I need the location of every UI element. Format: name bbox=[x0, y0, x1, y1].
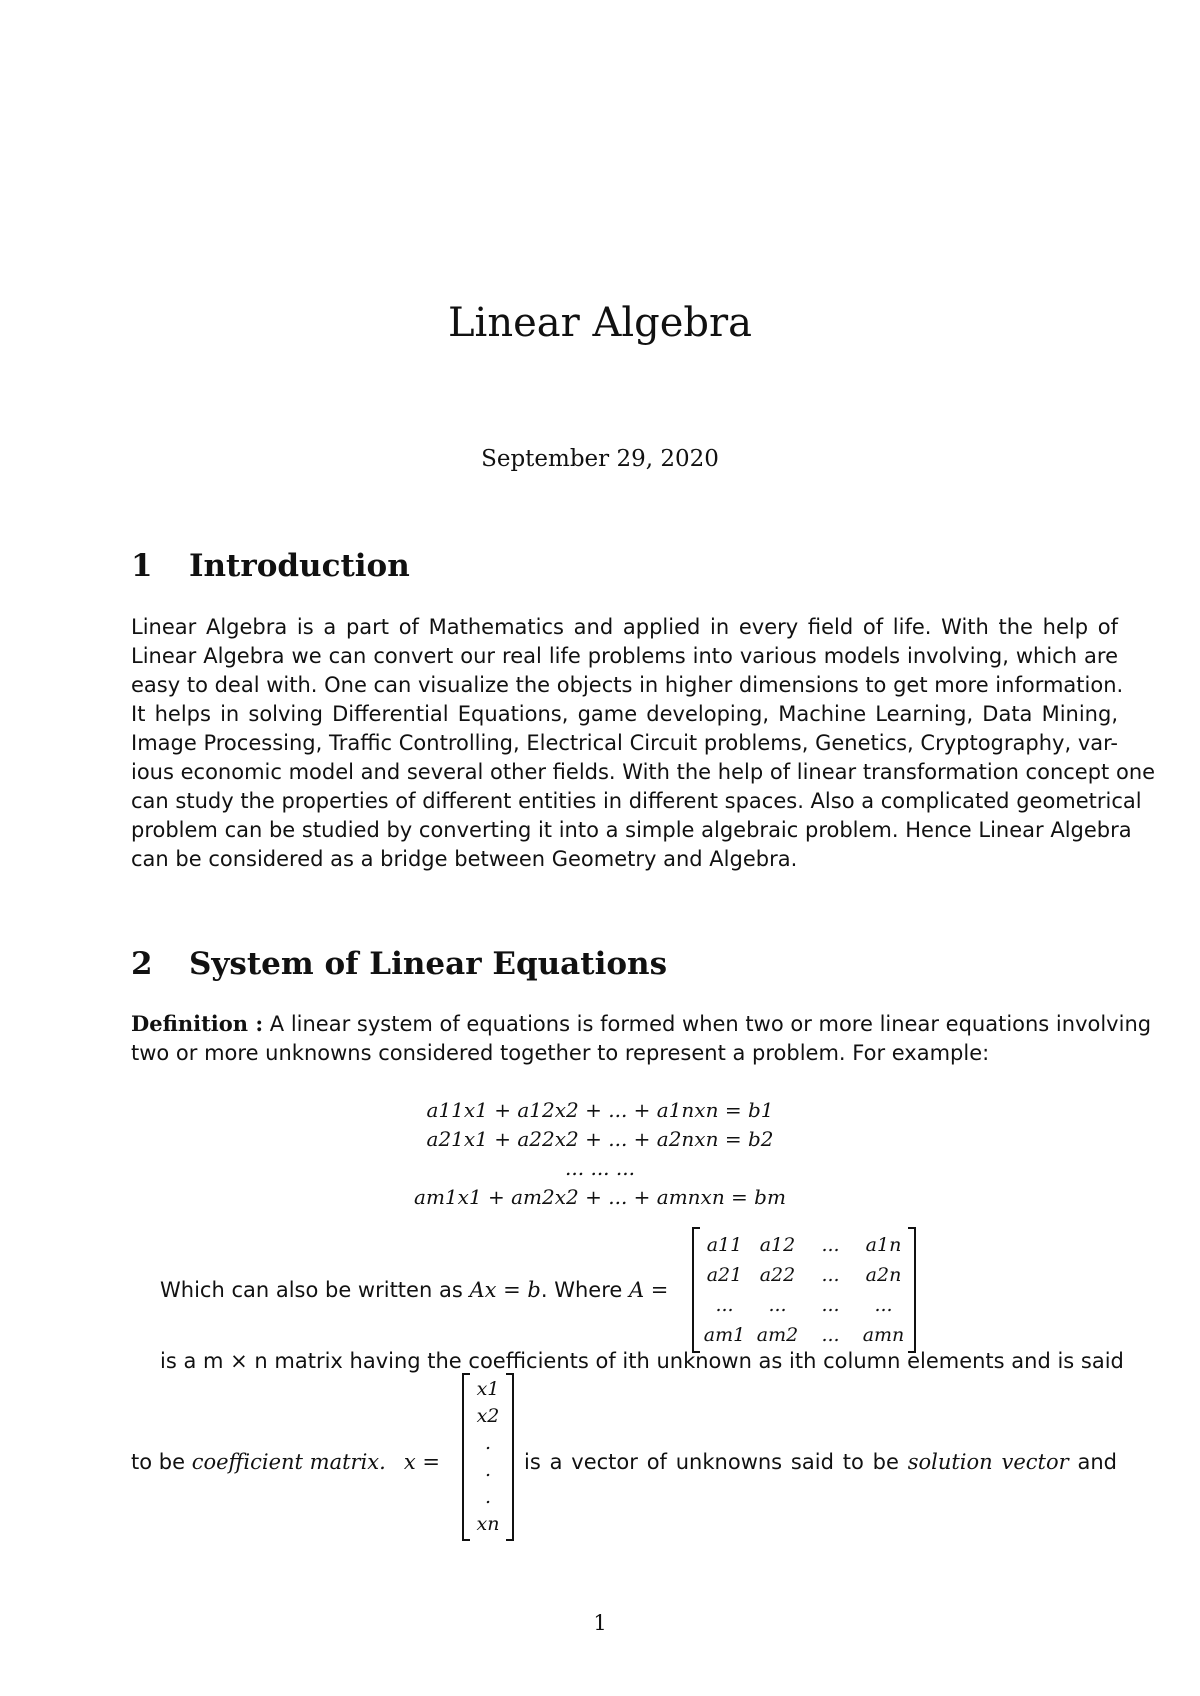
intro-paragraph bbox=[131, 613, 1156, 874]
paragraph-line: Linear Algebra is a part of Mathematics and applied in every field of life. With the help of bbox=[131, 615, 1118, 639]
section-title: System of Linear Equations bbox=[189, 946, 668, 982]
matrix-intro-text bbox=[160, 1278, 668, 1302]
paragraph-line: can study the properties of different entities in different spaces. Also a complicated geometrical bbox=[131, 789, 1142, 813]
paragraph-line: Linear Algebra we can convert our real life problems into various models involving, which are bbox=[131, 644, 1118, 668]
matrix-cell: ... bbox=[874, 1294, 893, 1316]
vector-description-text bbox=[524, 1450, 1117, 1474]
text-run: is a vector of unknowns said to be bbox=[524, 1450, 908, 1474]
paragraph-line: easy to deal with. One can visualize the objects in higher dimensions to get more information. bbox=[131, 673, 1124, 697]
paragraph-line bbox=[131, 1009, 1152, 1039]
vector-cell: . bbox=[484, 1486, 492, 1508]
matrix-cell: ... bbox=[821, 1294, 840, 1316]
definition-label: Definition : bbox=[131, 1011, 264, 1036]
coefficient-matrix-term: coefficient matrix. bbox=[191, 1450, 386, 1474]
matrix-cell: a21 bbox=[706, 1264, 743, 1286]
solution-vector bbox=[462, 1374, 514, 1540]
matrix-cell: ... bbox=[715, 1294, 734, 1316]
vector-cell: . bbox=[484, 1459, 492, 1481]
matrix-cell: am2 bbox=[756, 1324, 799, 1346]
definition-text: A linear system of equations is formed when two or more linear equations involving bbox=[263, 1012, 1152, 1036]
section-title: Introduction bbox=[189, 548, 410, 584]
vector-cell: x2 bbox=[476, 1405, 500, 1427]
vector-cell: . bbox=[484, 1432, 492, 1454]
section-heading-introduction bbox=[131, 548, 410, 584]
section-number: 2 bbox=[131, 946, 153, 982]
matrix-cell: a11 bbox=[706, 1234, 743, 1256]
text-run: Which can also be written as bbox=[160, 1278, 470, 1302]
paragraph-line: can be considered as a bridge between Geometry and Algebra. bbox=[131, 847, 798, 871]
equation-line: a11x1 + a12x2 + ... + a1nxn = b1 bbox=[426, 1098, 774, 1122]
x-equals: x = bbox=[403, 1450, 440, 1474]
definition-paragraph bbox=[131, 1009, 1152, 1068]
section-heading-system bbox=[131, 946, 667, 982]
matrix-cell: ... bbox=[821, 1234, 840, 1256]
equation-line: a21x1 + a22x2 + ... + a2nxn = b2 bbox=[426, 1127, 774, 1151]
matrix-cell: am1 bbox=[703, 1324, 746, 1346]
matrix-cell: a22 bbox=[759, 1264, 796, 1286]
paragraph-line: Image Processing, Traffic Controlling, Electrical Circuit problems, Genetics, Cryptography, var- bbox=[131, 731, 1118, 755]
matrix-cell: a12 bbox=[759, 1234, 796, 1256]
paragraph-line: two or more unknowns considered together to represent a problem. For example: bbox=[131, 1041, 990, 1065]
page-number: 1 bbox=[593, 1611, 607, 1635]
equation-dots: ... ... ... bbox=[565, 1156, 635, 1180]
a-equals: A = bbox=[628, 1278, 669, 1302]
equation-axb: Ax = b bbox=[469, 1278, 541, 1302]
equation-line: am1x1 + am2x2 + ... + amnxn = bm bbox=[414, 1185, 786, 1209]
section-number: 1 bbox=[131, 548, 153, 584]
vector-cell: xn bbox=[476, 1513, 500, 1535]
paragraph-line: It helps in solving Differential Equations, game developing, Machine Learning, Data Mining, bbox=[131, 702, 1118, 726]
text-run: to be bbox=[131, 1450, 192, 1474]
vector-cell: x1 bbox=[476, 1378, 500, 1400]
matrix-cell: ... bbox=[821, 1324, 840, 1346]
matrix-cell: a1n bbox=[865, 1234, 902, 1256]
matrix-cell: ... bbox=[821, 1264, 840, 1286]
matrix-cell: ... bbox=[768, 1294, 787, 1316]
document-date: September 29, 2020 bbox=[481, 446, 719, 472]
matrix-description-line: is a m × n matrix having the coefficients of ith unknown as ith column elements and is said bbox=[160, 1349, 1124, 1373]
matrix-cell: amn bbox=[862, 1324, 905, 1346]
vector-intro-text bbox=[131, 1450, 440, 1474]
matrix-cell: a2n bbox=[865, 1264, 902, 1286]
coefficient-matrix bbox=[692, 1228, 916, 1352]
text-run: and bbox=[1068, 1450, 1117, 1474]
text-run: . Where bbox=[540, 1278, 629, 1302]
document-title: Linear Algebra bbox=[447, 300, 752, 346]
equation-system bbox=[0, 1096, 1200, 1212]
paragraph-line: ious economic model and several other fields. With the help of linear transformation concept one bbox=[131, 760, 1156, 784]
solution-vector-term: solution vector bbox=[907, 1450, 1069, 1474]
paragraph-line: problem can be studied by converting it into a simple algebraic problem. Hence Linear Algebra bbox=[131, 818, 1132, 842]
